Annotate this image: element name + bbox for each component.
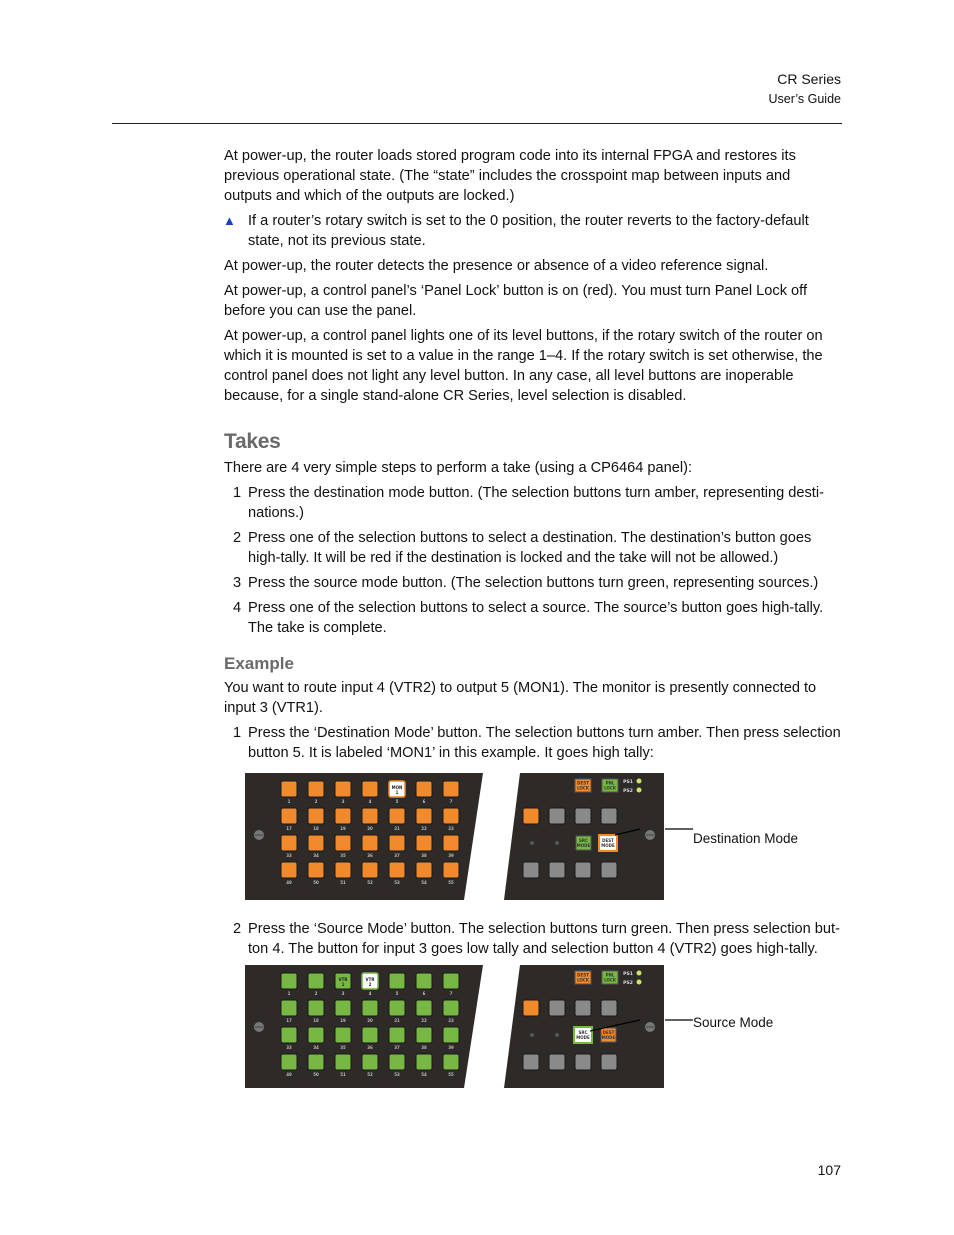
button-number: 39 [448,1045,454,1050]
button-label: 1 [341,982,345,987]
example-steps [224,723,842,763]
button-number: 22 [421,1018,427,1023]
note [224,211,842,251]
takes-step: 4 Press one of the selection buttons to select a source. The source’s button goes high-tally. The take is complete. [233,600,824,636]
selection-button [443,1054,459,1070]
figure-destination-mode [223,773,842,907]
selection-button [281,862,297,878]
selection-button [281,781,297,797]
example-steps-2 [224,919,842,959]
selection-button [389,1054,405,1070]
selection-button [416,1027,432,1043]
button-number: 33 [286,1045,292,1050]
button-number: 22 [421,826,427,831]
button-number: 19 [340,826,346,831]
button-number: 49 [286,880,292,885]
ps1-led-icon [637,971,642,976]
selection-button [362,1027,378,1043]
button-number: 35 [340,1045,346,1050]
ps1-label: PS1 [623,780,633,785]
level-button [575,1054,591,1070]
button-label: MON [391,785,403,790]
button-number: 54 [421,880,427,885]
indicator-dot [530,841,534,845]
button-number: 35 [340,853,346,858]
button-label: VTR [365,977,375,982]
selection-button [281,835,297,851]
ps1-led-icon [637,779,642,784]
button-number: 2 [314,991,318,996]
button-number: 53 [394,880,400,885]
button-number: 37 [394,1045,400,1050]
button-number: 36 [367,853,373,858]
button-number: 39 [448,853,454,858]
selection-button [362,835,378,851]
selection-button [308,1000,324,1016]
selection-button [443,835,459,851]
dest-mode-label: DEST [602,838,614,843]
src-mode-button-label: SRC [579,838,588,843]
button-number: 38 [421,1045,427,1050]
button-number: 4 [368,991,372,996]
button-number: 52 [367,880,373,885]
button-number: 7 [449,991,453,996]
example-step-1: 1 Press the ‘Destination Mode’ button. The selection buttons turn amber. Then press selection button 5. It is labeled ‘MON1’ in this example. It goes high tally: [233,725,841,761]
figure-source-mode [223,965,842,1095]
selection-button [443,1027,459,1043]
level-button [601,808,617,824]
button-number: 1 [287,799,291,804]
selection-button [308,862,324,878]
example-step-2: 2 Press the ‘Source Mode’ button. The selection buttons turn green. Then press selection but-ton 4. The button for input 3 goes low tally and selection button 4 (VTR2) goes high-tally. [233,921,840,957]
button-number: 19 [340,1018,346,1023]
header-title: CR Series [777,71,841,87]
selection-button [281,1000,297,1016]
control-panel-figure [245,965,695,1088]
button-number: 4 [368,799,372,804]
selection-button [443,1000,459,1016]
example-lead: You want to route input 4 (VTR2) to output 5 (MON1). The monitor is presently connected to input 3 (VTR1). [224,680,817,716]
ps2-led-icon [637,980,642,985]
level-button [575,862,591,878]
button-number: 49 [286,1072,292,1077]
selection-button [308,808,324,824]
intro-paragraph-4: At power-up, a control panel lights one of its level buttons, if the rotary switch of the router on which it is mounted is set to a value in the range 1–4. If the rotary switch is set otherwise, the control panel does not light any level button. In any case, all level buttons are inoperable because, for a single stand-alone CR Series, level selection is disabled. [224,328,823,404]
level-button [601,1054,617,1070]
selection-button [335,1054,351,1070]
takes-step: 2 Press one of the selection buttons to select a destination. The destination’s button goes high-tally. It will be red if the destination is locked and the take will not be allowed.) [233,530,812,566]
button-number: 23 [448,1018,454,1023]
level-button [523,862,539,878]
intro-paragraph-2: At power-up, the router detects the presence or absence of a video reference signal. [224,258,769,274]
intro-paragraph-3: At power-up, a control panel’s ‘Panel Lock’ button is on (red). You must turn Panel Lock off before you can use the panel. [224,283,808,319]
selection-button [362,862,378,878]
button-number: 6 [422,991,426,996]
selection-button [335,862,351,878]
selection-button [416,862,432,878]
button-number: 1 [287,991,291,996]
button-number: 52 [367,1072,373,1077]
selection-button [389,835,405,851]
indicator-dot [530,1033,534,1037]
selection-button [308,1027,324,1043]
button-number: 5 [395,991,399,996]
level-button [549,1054,565,1070]
selection-button [416,1000,432,1016]
example-heading: Example [224,654,294,673]
level-button [523,808,539,824]
button-label: 1 [395,790,399,795]
selection-button [416,781,432,797]
dest-mode-button-label: DEST [602,1030,615,1035]
selection-button [389,1027,405,1043]
selection-button [308,781,324,797]
button-number: 50 [313,880,319,885]
takes-step: 1 Press the destination mode button. (The selection buttons turn amber, representing desti-nations.) [233,485,824,521]
button-label: VTR [338,977,348,982]
button-number: 50 [313,1072,319,1077]
dest-mode-label: MODE [601,843,615,848]
selection-button [281,1027,297,1043]
button-number: 6 [422,799,426,804]
selection-button [308,1054,324,1070]
selection-button [443,808,459,824]
src-mode-button-label: MODE [576,843,591,848]
button-number: 7 [449,799,453,804]
selection-button [308,973,324,989]
level-button [575,808,591,824]
intro-paragraph-1: At power-up, the router loads stored program code into its internal FPGA and restores its previous operational state. (The “state” includes the crosspoint map between inputs and outputs and which of the outputs are locked.) [224,148,796,204]
level-button [575,1000,591,1016]
takes-heading: Takes [224,430,281,453]
button-number: 36 [367,1045,373,1050]
header-subtitle: User’s Guide [768,92,841,106]
level-button [601,862,617,878]
button-number: 55 [448,1072,454,1077]
pnl-lock-button-label: LOCK [604,977,616,983]
level-button [549,862,565,878]
button-number: 20 [367,1018,373,1023]
ps1-label: PS1 [623,972,633,977]
indicator-dot [555,1033,559,1037]
button-number: 54 [421,1072,427,1077]
src-mode-label: MODE [576,1035,590,1040]
selection-button [443,973,459,989]
level-button [601,1000,617,1016]
selection-button [281,1054,297,1070]
pnl-lock-button-label: LOCK [604,785,616,791]
pnl-lock-button-label: PNL [605,972,615,978]
selection-button [335,835,351,851]
selection-button [335,808,351,824]
button-number: 3 [341,991,345,996]
page-number: 107 [817,1162,841,1178]
button-number: 51 [340,1072,346,1077]
button-number: 17 [286,826,292,831]
dest-lock-button-label: DEST [577,780,589,786]
callout-destination-mode: Destination Mode [693,831,799,846]
button-number: 33 [286,853,292,858]
selection-button [362,808,378,824]
indicator-dot [555,841,559,845]
selection-button [389,808,405,824]
ps2-label: PS2 [623,789,633,794]
selection-button [416,808,432,824]
button-number: 18 [313,826,319,831]
selection-button [335,1000,351,1016]
ps2-label: PS2 [623,981,633,986]
button-number: 37 [394,853,400,858]
button-number: 2 [314,799,318,804]
button-number: 20 [367,826,373,831]
src-mode-label: SRC [578,1030,588,1035]
button-number: 23 [448,826,454,831]
header-rule [112,123,842,124]
selection-button [362,1000,378,1016]
selection-button [308,835,324,851]
selection-button [362,781,378,797]
takes-lead: There are 4 very simple steps to perform a take (using a CP6464 panel): [224,460,693,476]
button-number: 51 [340,880,346,885]
button-number: 53 [394,1072,400,1077]
selection-button [416,835,432,851]
takes-steps [224,483,842,638]
level-button [549,808,565,824]
selection-button [416,1054,432,1070]
pnl-lock-button-label: PNL [605,780,615,786]
dest-mode-button-label: MODE [601,1035,616,1040]
button-number: 34 [313,853,319,858]
level-button [549,1000,565,1016]
selection-button [335,781,351,797]
button-number: 34 [313,1045,319,1050]
button-number: 17 [286,1018,292,1023]
selection-button [416,973,432,989]
selection-button [281,808,297,824]
selection-button [281,973,297,989]
page-content [224,146,842,1107]
button-number: 18 [313,1018,319,1023]
button-number: 55 [448,880,454,885]
selection-button [389,862,405,878]
button-number: 3 [341,799,345,804]
control-panel-figure [245,773,695,900]
button-number: 21 [394,826,400,831]
warning-triangle-icon: ▲ [223,213,236,228]
note-text: If a router’s rotary switch is set to the 0 position, the router reverts to the factory-default state, not its previous state. [248,213,809,249]
button-number: 5 [395,799,399,804]
dest-lock-button-label: LOCK [577,785,589,791]
selection-button [389,973,405,989]
selection-button [443,781,459,797]
level-button [523,1054,539,1070]
dest-lock-button-label: DEST [577,972,589,978]
selection-button [362,1054,378,1070]
callout-source-mode: Source Mode [693,1015,774,1030]
selection-button [389,1000,405,1016]
button-label: 2 [368,982,372,987]
button-number: 21 [394,1018,400,1023]
dest-lock-button-label: LOCK [577,977,589,983]
selection-button [443,862,459,878]
button-number: 38 [421,853,427,858]
selection-button [335,1027,351,1043]
takes-step: 3 Press the source mode button. (The selection buttons turn green, representing sources.) [233,575,819,591]
level-button [523,1000,539,1016]
ps2-led-icon [637,788,642,793]
